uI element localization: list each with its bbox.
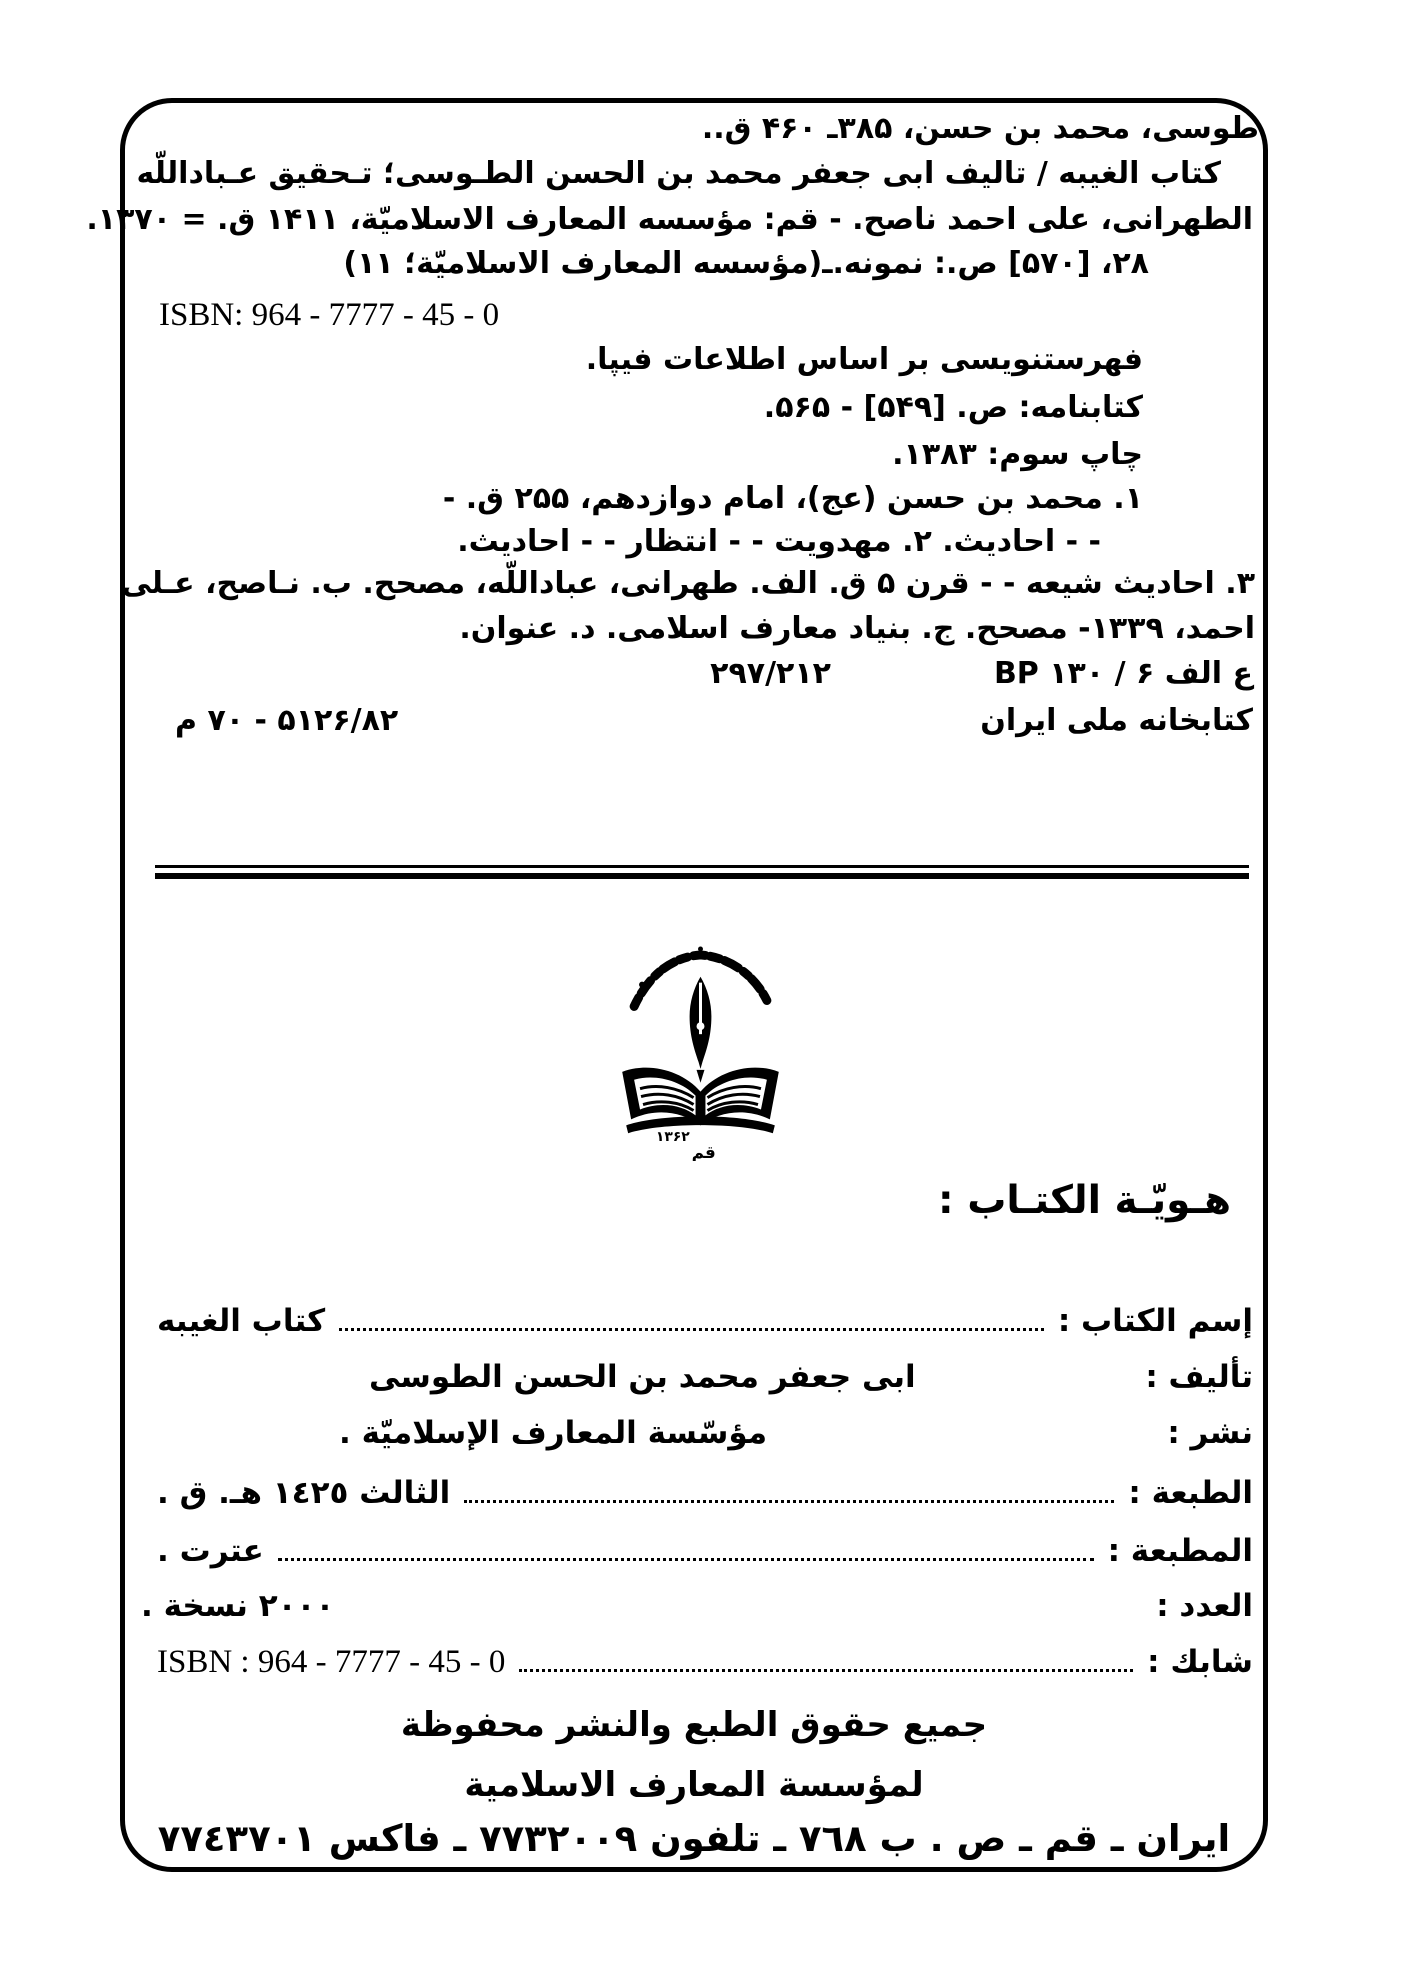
- field-value: كتاب الغيبه: [157, 1303, 326, 1339]
- publisher-logo-icon: [603, 943, 798, 1161]
- pen-nib-icon: [690, 977, 712, 1083]
- logo-city: قم: [691, 1142, 716, 1161]
- catalog-collation-line: ۲۸، [۵۷۰] ص.: نمونه.ـ(مؤسسه المعارف الاسلاميّة؛ ۱۱): [343, 246, 1149, 281]
- logo-year: ۱۳۶۲: [655, 1129, 690, 1146]
- identity-heading: هـويّـة الكتـاب :: [938, 1178, 1231, 1223]
- dotted-leader: [278, 1558, 1094, 1561]
- subject-entry-1: ۱. محمد بن حسن (عج)، امام دوازدهم، ۲۵۵ ق. -: [442, 481, 1143, 516]
- identity-row-title: [139, 1303, 1253, 1339]
- catalog-author-line: طوسى، محمد بن حسن، ۳۸۵ـ ۴۶۰ ق..: [701, 111, 1259, 146]
- identity-row-copies: [139, 1588, 1253, 1624]
- dotted-leader: [464, 1500, 1114, 1503]
- field-value: مؤسّسة المعارف الإسلاميّة .: [339, 1415, 768, 1451]
- separator-rule-thin: [155, 865, 1249, 868]
- field-label: المطبعة :: [1107, 1533, 1253, 1569]
- call-number: [994, 656, 1253, 691]
- subject-entry-3b: احمد، ۱۳۳۹- مصحح. ج. بنياد معارف اسلامى. د. عنوان.: [459, 611, 1255, 646]
- fipa-note: فهرستنويسى بر اساس اطلاعات فيپا.: [585, 342, 1143, 377]
- subject-entry-3a: ۳. احاديث شيعه - - قرن ۵ ق. الف. طهرانى، عباداللّه، مصحح. ب. نـاصح، عـلى: [121, 566, 1255, 601]
- border-frame: [86, 98, 1268, 1872]
- national-library-label: كتابخانه ملى ايران: [980, 703, 1253, 738]
- identity-row-edition: [139, 1475, 1253, 1511]
- publisher-name-line: لمؤسسة المعارف الاسلامية: [464, 1765, 924, 1805]
- identity-row-isbn: [139, 1644, 1253, 1681]
- field-label: إسم الكتاب :: [1057, 1303, 1253, 1339]
- field-label: الطبعة :: [1128, 1475, 1253, 1511]
- edition-note: چاپ سوم: ۱۳۸۳.: [892, 437, 1143, 472]
- copyright-line: جميع حقوق الطبع والنشر محفوظة: [400, 1705, 988, 1745]
- catalog-publisher-line: الطهرانى، على احمد ناصح. - قم: مؤسسه المعارف الاسلاميّة، ۱۴۱۱ ق. = ۱۳۷۰.: [86, 202, 1253, 237]
- field-value: ٢٠٠٠ نسخة .: [141, 1588, 335, 1624]
- field-label: العدد :: [1156, 1588, 1253, 1624]
- field-label: تأليف :: [1145, 1359, 1253, 1395]
- classification-row: [125, 656, 1263, 700]
- national-library-row: [125, 703, 1263, 738]
- field-value: عترت .: [157, 1533, 264, 1569]
- field-value: ابى جعفر محمد بن الحسن الطوسى: [369, 1359, 916, 1395]
- call-number-arabic: ع الف: [1164, 656, 1253, 691]
- identity-row-printing-house: [139, 1533, 1253, 1569]
- identity-row-publisher: [139, 1415, 1253, 1451]
- bibliography-note: كتابنامه: ص. [۵۴۹] - ۵۶۵.: [763, 390, 1143, 425]
- field-label: شابك :: [1147, 1644, 1253, 1680]
- call-number-latin: BP ۱۳۰ / ۶: [993, 656, 1155, 691]
- field-value: ISBN : 964 - 7777 - 45 - 0: [157, 1644, 506, 1680]
- catalog-title-line: كتاب الغيبه / تاليف ابى جعفر محمد بن الحسن الطـوسى؛ تـحقيق عـباداللّه: [136, 156, 1221, 191]
- separator-rule-thick: [155, 873, 1249, 879]
- dotted-leader: [519, 1669, 1133, 1672]
- isbn-line: ISBN: 964 - 7777 - 45 - 0: [159, 297, 500, 333]
- identity-row-author: [139, 1359, 1253, 1395]
- subject-entry-2: - - احاديث. ۲. مهدويت - - انتظار - - احاديث.: [457, 524, 1101, 559]
- record-number: ۵۱۲۶/۸۲ - ۷۰ م: [175, 703, 399, 738]
- field-label: نشر :: [1167, 1415, 1253, 1451]
- contact-line: ايران ـ قم ـ ص . ب ٧٦٨ ـ تلفون ٧٧٣٢٠٠٩ ـ فاكس ٧٧٤٣٧٠١: [157, 1817, 1231, 1860]
- dotted-leader: [339, 1328, 1044, 1331]
- dewey-number: ۲۹۷/۲۱۲: [710, 656, 831, 691]
- field-value: الثالث ١٤٢٥ هـ. ق .: [157, 1475, 451, 1511]
